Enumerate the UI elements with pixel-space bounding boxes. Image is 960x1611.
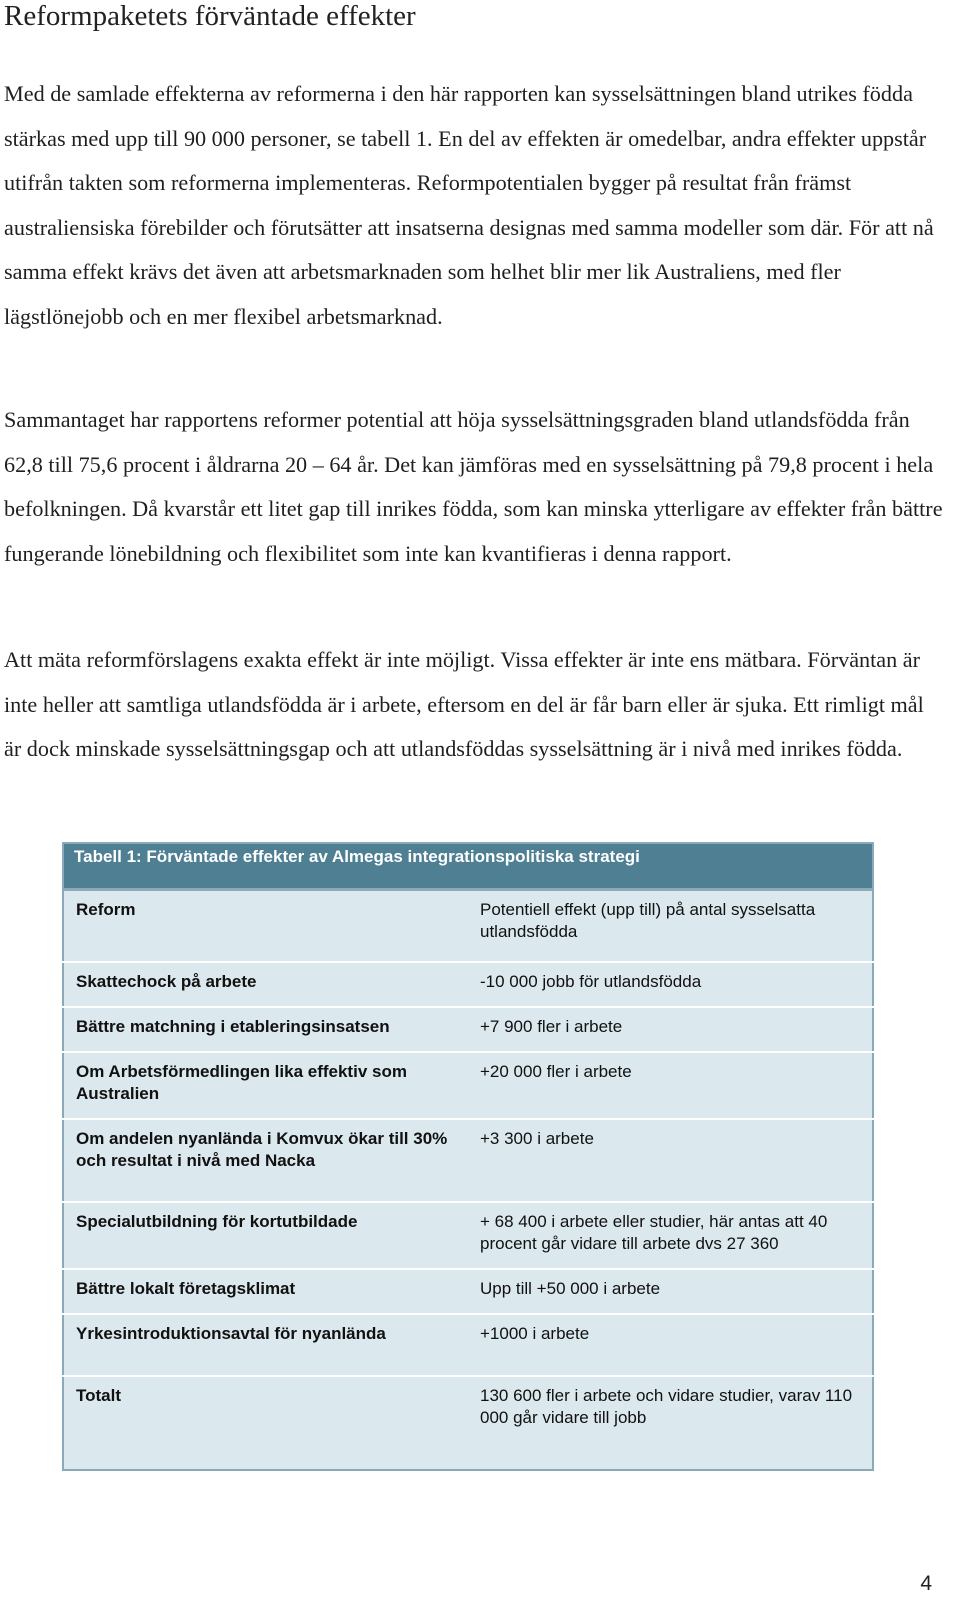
paragraph-employment-rate: Sammantaget har rapportens reformer potential att höja sysselsättningsgraden bland utlandsfödda från 62,8 till 75,6 procent i åldrarna 20 – 64 år. Det kan jämföras med en sysselsättning på 79,8 procent i hela befolkningen. Då kvarstår ett litet gap till inrikes födda, som kan minska ytterligare av effekter från bättre fungerande lönebildning och flexibilitet som inte kan kvantifieras i denna rapport. bbox=[4, 407, 943, 566]
table-caption: Tabell 1: Förväntade effekter av Almegas integrationspolitiska strategi bbox=[63, 843, 873, 890]
row-effect: +1000 i arbete bbox=[468, 1314, 873, 1376]
table-row bbox=[63, 1314, 873, 1376]
section-heading: Reformpaketets förväntade effekter bbox=[4, 0, 416, 32]
table-row bbox=[63, 1119, 873, 1202]
row-reform: Om Arbetsförmedlingen lika effektiv som Australien bbox=[63, 1052, 468, 1119]
row-effect: Upp till +50 000 i arbete bbox=[468, 1269, 873, 1314]
header-effect: Potentiell effekt (upp till) på antal sysselsatta utlandsfödda bbox=[468, 890, 873, 962]
row-effect: -10 000 jobb för utlandsfödda bbox=[468, 962, 873, 1007]
header-reform: Reform bbox=[63, 890, 468, 962]
table-row bbox=[63, 1052, 873, 1119]
paragraph-reform-effects: Med de samlade effekterna av reformerna i den här rapporten kan sysselsättningen bland utrikes födda stärkas med upp till 90 000 personer, se tabell 1. En del av effekten är omedelbar, andra effekter uppstår utifrån takten som reformerna implementeras. Reformpotentialen bygger på resultat från främst australiensiska förebilder och förutsätter att insatserna designas med samma modeller som där. För att nå samma effekt krävs det även att arbetsmarknaden som helhet blir mer lik Australiens, med fler lägstlönejobb och en mer flexibel arbetsmarknad. bbox=[4, 81, 934, 329]
page-number: 4 bbox=[920, 1572, 932, 1595]
table-caption-row bbox=[63, 843, 873, 890]
row-reform: Skattechock på arbete bbox=[63, 962, 468, 1007]
table-header-row bbox=[63, 890, 873, 962]
table-row bbox=[63, 1202, 873, 1269]
row-effect: +7 900 fler i arbete bbox=[468, 1007, 873, 1052]
row-effect: + 68 400 i arbete eller studier, här antas att 40 procent går vidare till arbete dvs 27 360 bbox=[468, 1202, 873, 1269]
table-row bbox=[63, 1269, 873, 1314]
table-total-row bbox=[63, 1376, 873, 1470]
row-effect: +3 300 i arbete bbox=[468, 1119, 873, 1202]
total-label: Totalt bbox=[76, 1385, 122, 1405]
table-row bbox=[63, 1007, 873, 1052]
effects-table bbox=[62, 842, 874, 1471]
row-reform: Bättre lokalt företagsklimat bbox=[63, 1269, 468, 1314]
row-reform: Yrkesintroduktionsavtal för nyanlända bbox=[63, 1314, 468, 1376]
table-row bbox=[63, 962, 873, 1007]
paragraph-measurement: Att mäta reformförslagens exakta effekt är inte möjligt. Vissa effekter är inte ens mätbara. Förväntan är inte heller att samtliga utlandsfödda är i arbete, eftersom en del är får barn eller är sjuka. Ett rimligt mål är dock minskade sysselsättningsgap och att utlandsföddas sysselsättning är i nivå med inrikes födda. bbox=[4, 647, 924, 762]
row-effect: +20 000 fler i arbete bbox=[468, 1052, 873, 1119]
total-effect: 130 600 fler i arbete och vidare studier, varav 110 000 går vidare till jobb bbox=[480, 1385, 853, 1427]
row-reform: Om andelen nyanlända i Komvux ökar till 30% och resultat i nivå med Nacka bbox=[63, 1119, 468, 1202]
row-reform: Bättre matchning i etableringsinsatsen bbox=[63, 1007, 468, 1052]
row-reform: Specialutbildning för kortutbildade bbox=[63, 1202, 468, 1269]
